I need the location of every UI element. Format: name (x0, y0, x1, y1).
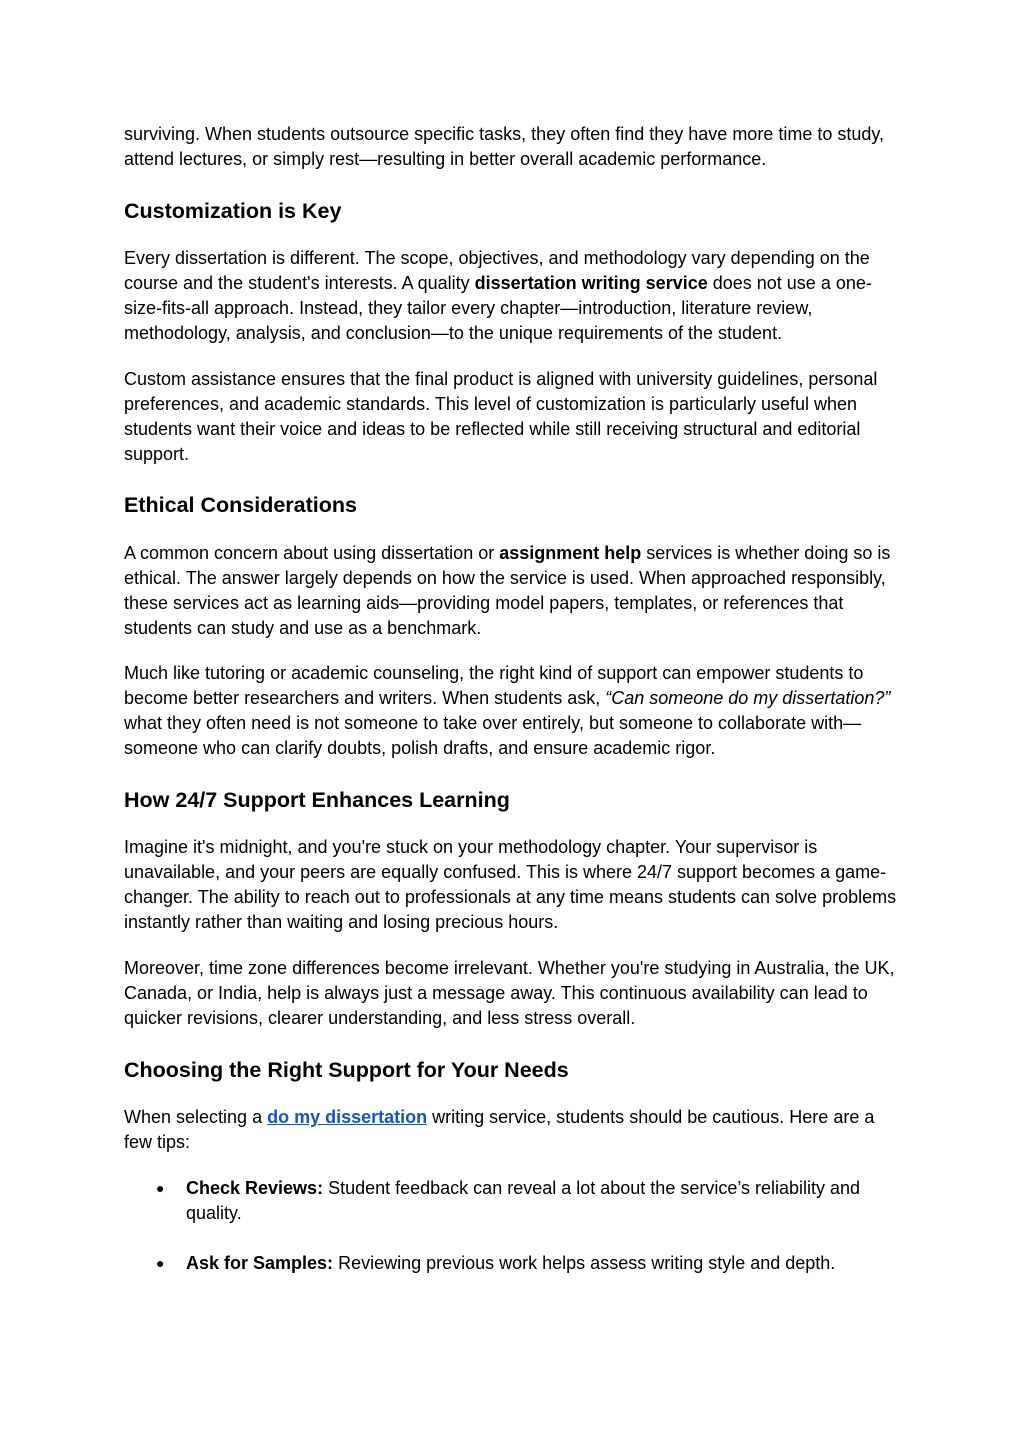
do-my-dissertation-link[interactable]: do my dissertation (267, 1107, 428, 1127)
tip-text: Reviewing previous work helps assess writing style and depth. (333, 1253, 836, 1273)
bullet-icon: ● (156, 1255, 165, 1271)
choosing-heading: Choosing the Right Support for Your Needs (124, 1058, 569, 1082)
choosing-paragraph (124, 1105, 904, 1155)
ethics-p2-italic-quote: “Can someone do my dissertation?” (605, 688, 891, 708)
ethics-p2-text-a: Much like tutoring or academic counseling, the right kind of support can empower students to become better researchers and writers. When students ask, (124, 663, 864, 708)
choosing-heading-block (124, 1056, 904, 1084)
customization-p1-bold: dissertation writing service (474, 273, 708, 293)
tip-title: Check Reviews: (186, 1178, 324, 1198)
customization-p1-text-a: Every dissertation is different. The scope, objectives, and methodology vary depending on the course and the student's interests. A quality (124, 248, 870, 293)
tip-item (124, 1176, 904, 1226)
intro-paragraph-block (124, 122, 904, 172)
ethics-p1-bold: assignment help (499, 543, 642, 563)
ethics-heading: Ethical Considerations (124, 493, 357, 517)
support-heading: How 24/7 Support Enhances Learning (124, 788, 510, 812)
customization-paragraph-1-block (124, 246, 904, 346)
customization-heading-block (124, 197, 904, 225)
choosing-p1-text-a: When selecting a (124, 1107, 268, 1127)
ethics-p1-text-a: A common concern about using dissertation or (124, 543, 500, 563)
customization-heading: Customization is Key (124, 199, 342, 223)
intro-paragraph: surviving. When students outsource specific tasks, they often find they have more time to study, attend lectures, or simply rest—resulting in better overall academic performance. (124, 124, 885, 169)
support-paragraph-1-block (124, 835, 904, 935)
bullet-icon: ● (156, 1180, 165, 1196)
customization-paragraph-2-block (124, 367, 904, 467)
ethics-paragraph-1 (124, 541, 904, 641)
support-paragraph-1: Imagine it's midnight, and you're stuck on your methodology chapter. Your supervisor is unavailable, and your peers are equally confused. This is where 24/7 support becomes a game-changer. The ability to reach out to professionals at any time means students can solve problems instantly rather than waiting and losing precious hours. (124, 837, 897, 932)
customization-p1-text-b: does not use a one-size-fits-all approach. Instead, they tailor every chapter—introduction, literature review, methodology, analysis, and conclusion—to the unique requirements of the student. (124, 273, 872, 343)
choosing-p1-text-b: writing service, students should be cautious. Here are a few tips: (124, 1107, 875, 1152)
customization-paragraph-2: Custom assistance ensures that the final product is aligned with university guidelines, personal preferences, and academic standards. This level of customization is particularly useful when students want their voice and ideas to be reflected while still receiving structural and editorial support. (124, 369, 878, 464)
ethics-heading-block (124, 491, 904, 519)
tip-item (124, 1251, 904, 1276)
ethics-p2-text-b: what they often need is not someone to take over entirely, but someone to collaborate with—someone who can clarify doubts, polish drafts, and ensure academic rigor. (124, 713, 862, 758)
support-heading-block (124, 786, 904, 814)
tips-list (124, 1176, 904, 1276)
ethics-p1-text-b: services is whether doing so is ethical. The answer largely depends on how the service is used. When approached responsibly, these services act as learning aids—providing model papers, templates, or references that students can study and use as a benchmark. (124, 543, 891, 638)
support-paragraph-2-block (124, 956, 904, 1031)
ethics-paragraph-2-block (124, 661, 904, 761)
ethics-paragraph-2 (124, 661, 904, 761)
support-paragraph-2: Moreover, time zone differences become irrelevant. Whether you're studying in Australia, the UK, Canada, or India, help is always just a message away. This continuous availability can lead to quicker revisions, clearer understanding, and less stress overall. (124, 958, 895, 1028)
tip-title: Ask for Samples: (186, 1253, 334, 1273)
tip-text: Student feedback can reveal a lot about the service’s reliability and quality. (186, 1178, 861, 1223)
customization-paragraph-1 (124, 246, 904, 346)
ethics-paragraph-1-block (124, 541, 904, 641)
tips-list-block (124, 1176, 904, 1276)
choosing-paragraph-block (124, 1105, 904, 1155)
